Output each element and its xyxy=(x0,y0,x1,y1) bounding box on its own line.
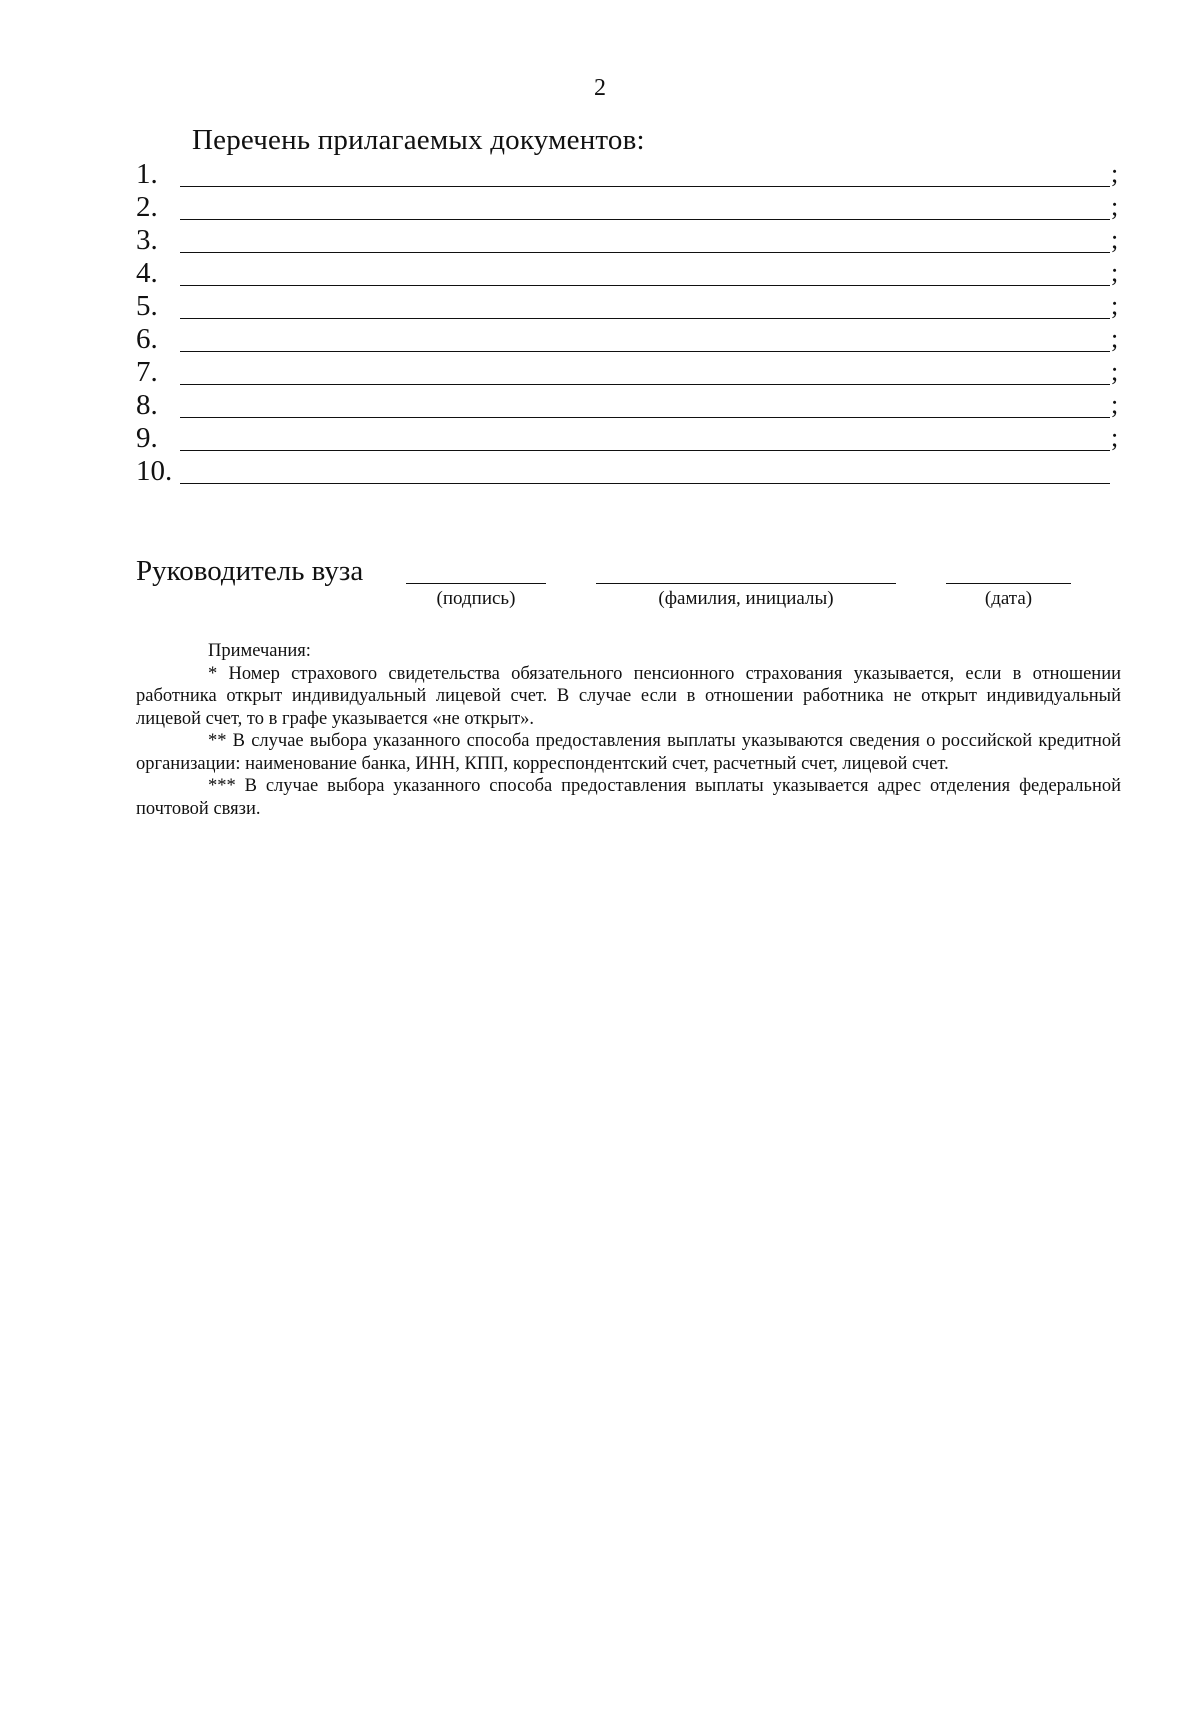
document-line-2[interactable] xyxy=(136,191,1126,224)
blank-line[interactable] xyxy=(180,351,1110,352)
name-line[interactable] xyxy=(596,583,896,584)
signature-line[interactable] xyxy=(406,583,546,584)
line-number: 7. xyxy=(136,356,158,388)
blank-line[interactable] xyxy=(180,318,1110,319)
notes-heading: Примечания: xyxy=(208,641,311,661)
document-line-3[interactable] xyxy=(136,224,1126,257)
name-field[interactable] xyxy=(596,555,896,615)
document-line-10[interactable] xyxy=(136,455,1126,488)
name-caption: (фамилия, инициалы) xyxy=(658,588,834,609)
line-terminator: ; xyxy=(1111,159,1119,188)
line-terminator: ; xyxy=(1111,258,1119,287)
date-line[interactable] xyxy=(946,583,1071,584)
documents-list-title: Перечень прилагаемых документов: xyxy=(192,124,645,156)
line-terminator: ; xyxy=(1111,225,1119,254)
blank-line[interactable] xyxy=(180,252,1110,253)
blank-line[interactable] xyxy=(180,417,1110,418)
line-number: 5. xyxy=(136,290,158,322)
date-field[interactable] xyxy=(946,555,1071,615)
line-terminator: ; xyxy=(1111,324,1119,353)
note-paragraph: * Номер страхового свидетельства обязательного пенсионного страхования указывается, если в отношении работника открыт индивидуальный лицевой счет. В случае если в отношении работника не открыт индивидуальный лицевой счет, то в графе указывается «не открыт». xyxy=(136,663,1121,729)
line-number: 9. xyxy=(136,422,158,454)
document-line-4[interactable] xyxy=(136,257,1126,290)
blank-line[interactable] xyxy=(180,219,1110,220)
head-of-university-label: Руководитель вуза xyxy=(136,555,364,587)
date-caption: (дата) xyxy=(984,588,1033,609)
line-number: 2. xyxy=(136,191,158,223)
line-terminator: ; xyxy=(1111,390,1119,419)
line-terminator: ; xyxy=(1111,423,1119,452)
notes-section xyxy=(136,640,1121,820)
signature-block xyxy=(136,555,1126,615)
line-number: 1. xyxy=(136,158,158,190)
blank-line[interactable] xyxy=(180,384,1110,385)
signature-caption: (подпись) xyxy=(436,588,516,609)
document-line-6[interactable] xyxy=(136,323,1126,356)
document-line-8[interactable] xyxy=(136,389,1126,422)
documents-list xyxy=(136,158,1126,488)
blank-line[interactable] xyxy=(180,483,1110,484)
line-number: 3. xyxy=(136,224,158,256)
signature-field[interactable] xyxy=(406,555,546,615)
document-line-7[interactable] xyxy=(136,356,1126,389)
blank-line[interactable] xyxy=(180,186,1110,187)
line-number: 6. xyxy=(136,323,158,355)
page-number: 2 xyxy=(594,75,606,101)
line-terminator: ; xyxy=(1111,192,1119,221)
line-terminator: ; xyxy=(1111,291,1119,320)
line-number: 4. xyxy=(136,257,158,289)
blank-line[interactable] xyxy=(180,450,1110,451)
note-paragraph: *** В случае выбора указанного способа предоставления выплаты указывается адрес отделения федеральной почтовой связи. xyxy=(136,776,1121,819)
document-line-9[interactable] xyxy=(136,422,1126,455)
document-line-5[interactable] xyxy=(136,290,1126,323)
note-paragraph: ** В случае выбора указанного способа предоставления выплаты указываются сведения о российской кредитной организации: наименование банка, ИНН, КПП, корреспондентский счет, расчетный счет, лицевой счет. xyxy=(136,731,1121,774)
blank-line[interactable] xyxy=(180,285,1110,286)
line-terminator: ; xyxy=(1111,357,1119,386)
line-number: 10. xyxy=(136,455,173,487)
line-number: 8. xyxy=(136,389,158,421)
document-line-1[interactable] xyxy=(136,158,1126,191)
